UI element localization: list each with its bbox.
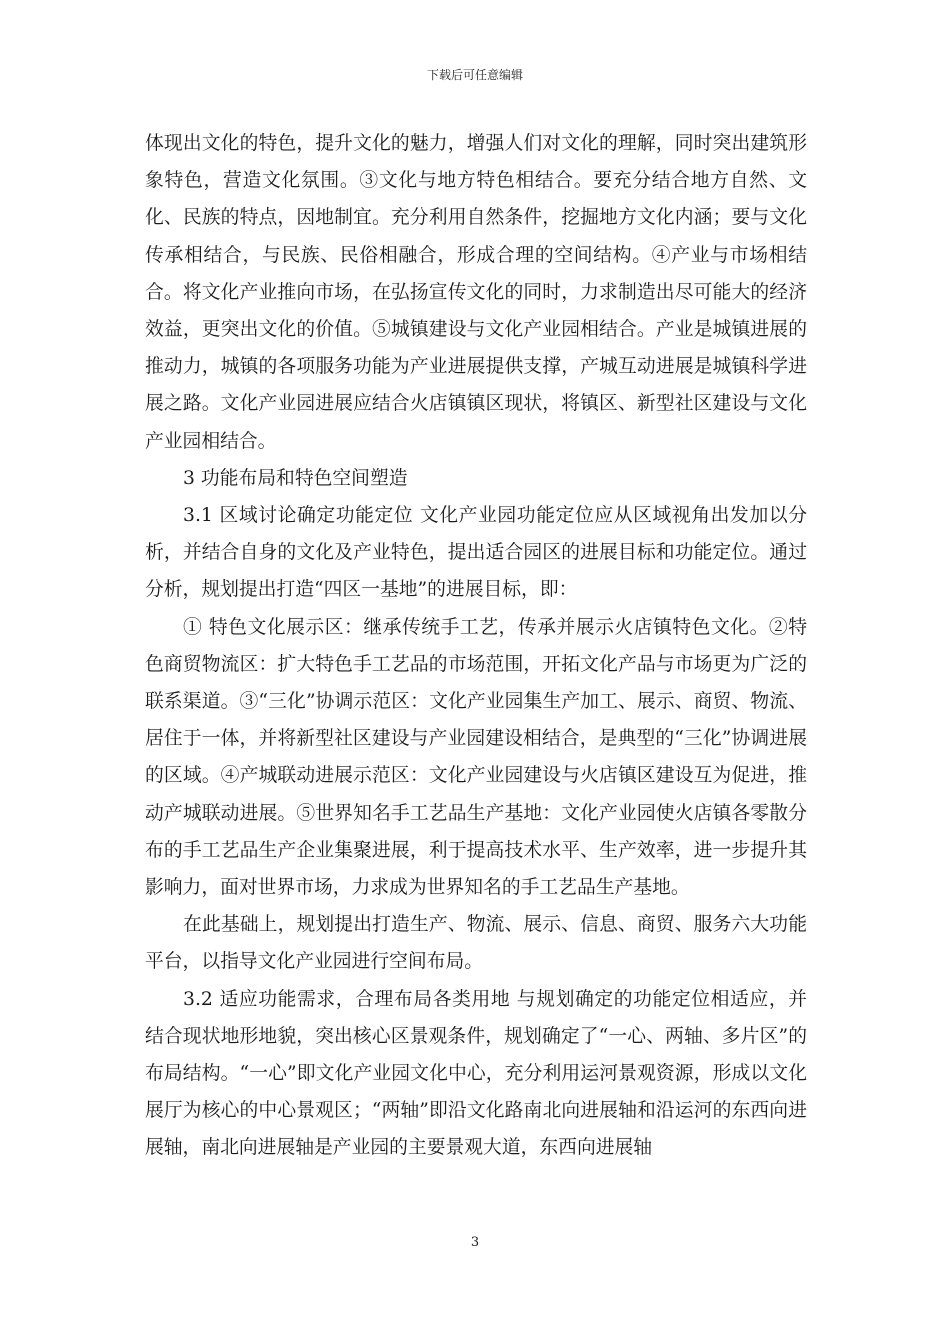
paragraph-3-1: 3.1 区域讨论确定功能定位 文化产业园功能定位应从区域视角出发加以分析，并结合自身的文化及产业特色，提出适合园区的进展目标和功能定位。通过分析，规划提出打造“四区一基地”的进展目标，即：	[145, 505, 807, 601]
page-number: 3	[470, 1235, 480, 1250]
page-header: 下载后可任意编辑	[426, 68, 523, 82]
paragraph-goals-list: ① 特色文化展示区：继承传统手工艺，传承并展示火店镇特色文化。②特色商贸物流区：扩大特色手工艺品的市场范围，开拓文化产品与市场更为广泛的联系渠道。③“三化”协调示范区：文化产业园集生产加工、展示、商贸、物流、居住于一体，并将新型社区建设与产业园建设相结合，是典型的“三化”协调进展的区域。④产城联动进展示范区：文化产业园建设与火店镇区建设互为促进，推动产城联动进展。⑤世界知名手工艺品生产基地：文化产业园使火店镇各零散分布的手工艺品生产企业集聚进展，利于提高技术水平、生产效率，进一步提升其影响力，面对世界市场，力求成为世界知名的手工艺品生产基地。	[145, 616, 807, 899]
paragraph-platforms: 在此基础上，规划提出打造生产、物流、展示、信息、商贸、服务六大功能平台，以指导文化产业园进行空间布局。	[145, 914, 807, 973]
body-text	[145, 125, 807, 1167]
section-heading: 3 功能布局和特色空间塑造	[183, 467, 408, 489]
paragraph-continuation: 体现出文化的特色，提升文化的魅力，增强人们对文化的理解，同时突出建筑形象特色，营造文化氛围。③文化与地方特色相结合。要充分结合地方自然、文化、民族的特点，因地制宜。充分利用自然条件，挖掘地方文化内涵；要与文化传承相结合，与民族、民俗相融合，形成合理的空间结构。④产业与市场相结合。将文化产业推向市场，在弘扬宣传文化的同时，力求制造出尽可能大的经济效益，更突出文化的价值。⑤城镇建设与文化产业园相结合。产业是城镇进展的推动力，城镇的各项服务功能为产业进展提供支撑，产城互动进展是城镇科学进展之路。文化产业园进展应结合火店镇镇区现状，将镇区、新型社区建设与文化产业园相结合。	[145, 133, 807, 452]
paragraph-3-2: 3.2 适应功能需求，合理布局各类用地 与规划确定的功能定位相适应，并结合现状地形地貌，突出核心区景观条件，规划确定了“一心、两轴、多片区”的布局结构。“一心”即文化产业园文化中心，充分利用运河景观资源，形成以文化展厅为核心的中心景观区；“两轴”即沿文化路南北向进展轴和沿运河的东西向进展轴，南北向进展轴是产业园的主要景观大道，东西向进展轴	[145, 988, 807, 1159]
